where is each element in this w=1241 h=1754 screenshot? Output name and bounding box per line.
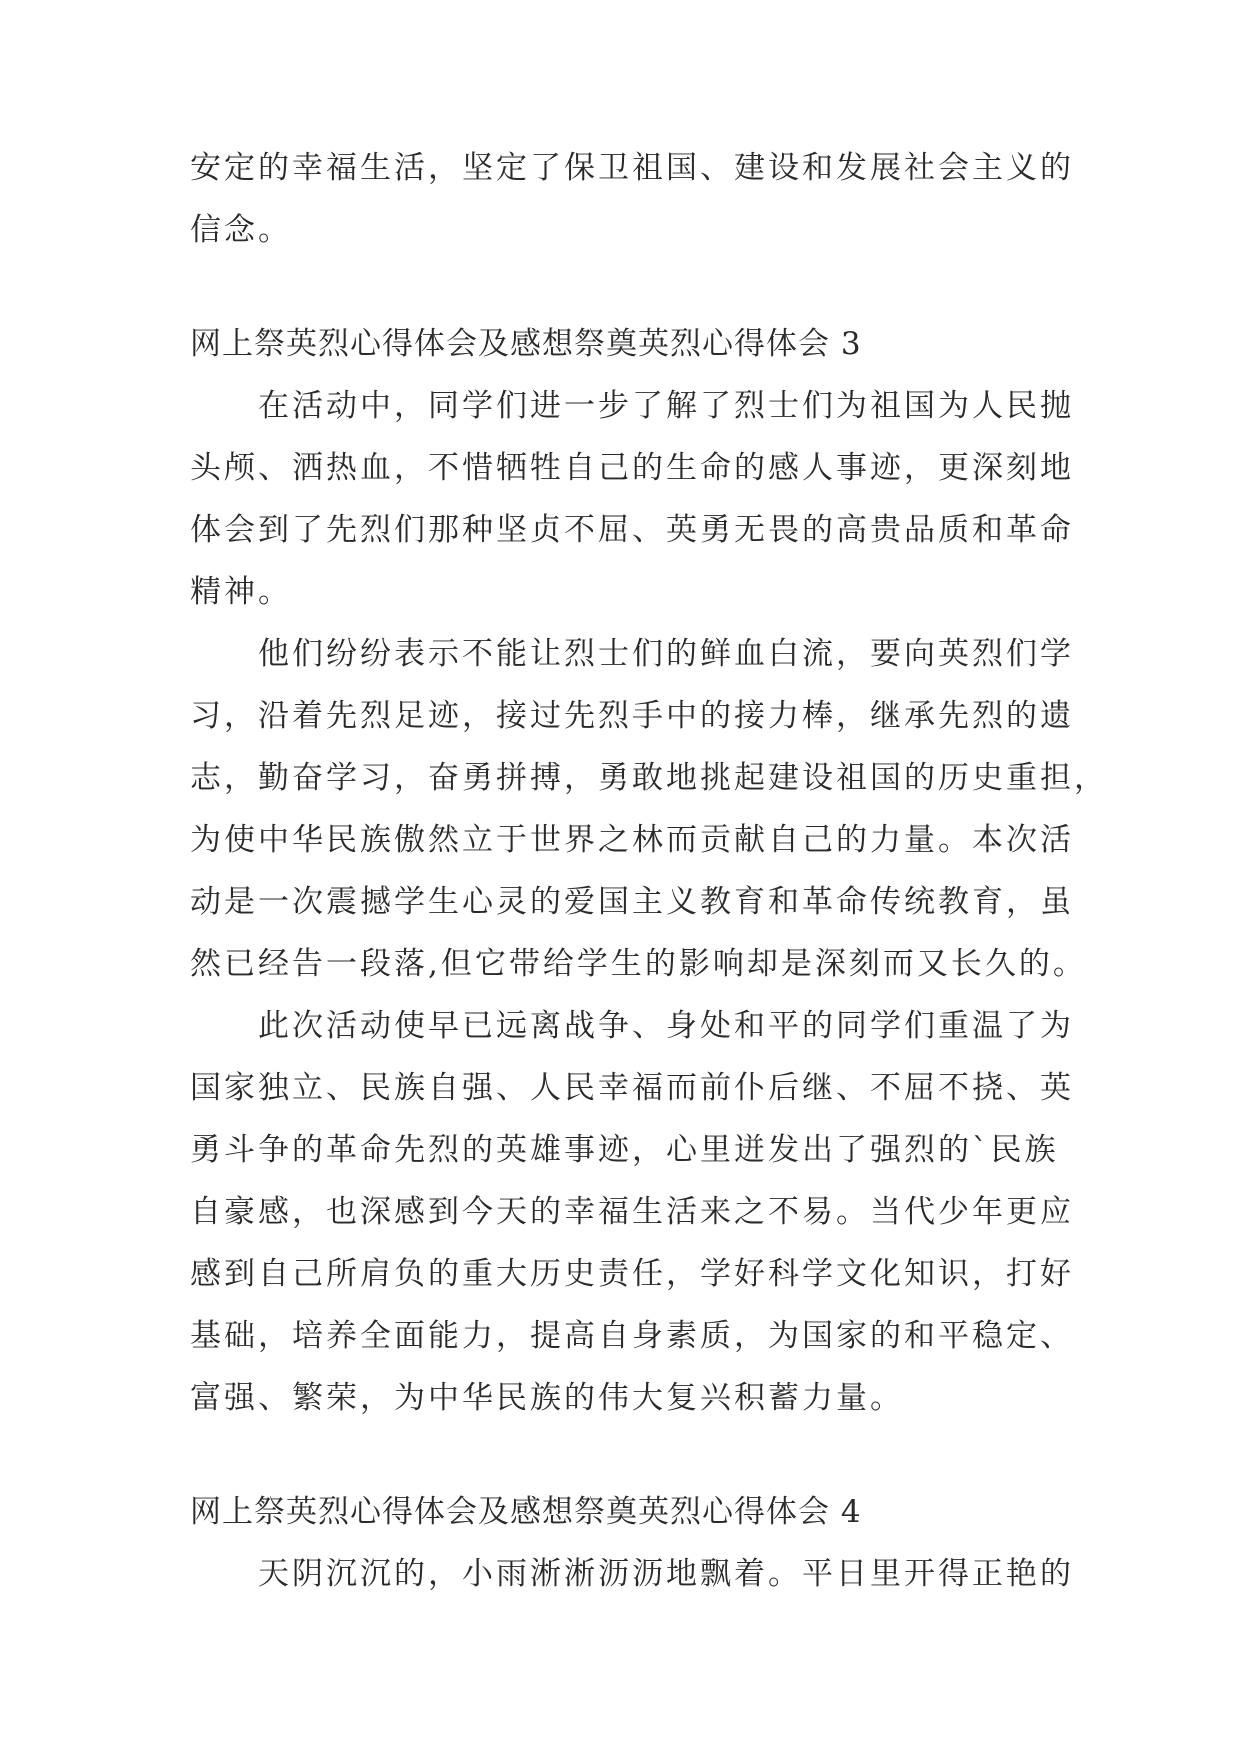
text-line: 动是一次震撼学生心灵的爱国主义教育和革命传统教育，虽	[190, 884, 1074, 920]
text-line: 安定的幸福生活，坚定了保卫祖国、建设和发展社会主义的	[190, 150, 1074, 186]
text-line: 天阴沉沉的，小雨淅淅沥沥地飘着。平日里开得正艳的	[258, 1556, 1074, 1592]
text-line: 在活动中，同学们进一步了解了烈士们为祖国为人民抛	[258, 388, 1074, 424]
text-line: 然已经告一段落,但它带给学生的影响却是深刻而又长久的。	[190, 946, 1087, 982]
text-line: 基础，培养全面能力，提高自身素质，为国家的和平稳定、	[190, 1318, 1074, 1354]
document-body	[190, 137, 1108, 1605]
text-line: 国家独立、民族自强、人民幸福而前仆后继、不屈不挠、英	[190, 1070, 1074, 1106]
text-line: 勇斗争的革命先烈的英雄事迹，心里迸发出了强烈的`民族	[190, 1132, 1059, 1168]
section-title-4: 网上祭英烈心得体会及感想祭奠英烈心得体会 4	[190, 1494, 862, 1530]
text-line: 感到自己所肩负的重大历史责任，学好科学文化知识，打好	[190, 1256, 1074, 1292]
text-line: 自豪感，也深感到今天的幸福生活来之不易。当代少年更应	[190, 1194, 1074, 1230]
text-line: 为使中华民族傲然立于世界之林而贡献自己的力量。本次活	[190, 822, 1074, 858]
section-title-3: 网上祭英烈心得体会及感想祭奠英烈心得体会 3	[190, 326, 862, 362]
text-line: 富强、繁荣，为中华民族的伟大复兴积蓄力量。	[190, 1380, 904, 1416]
text-line: 体会到了先烈们那种坚贞不屈、英勇无畏的高贵品质和革命	[190, 512, 1074, 548]
text-line: 志，勤奋学习，奋勇拼搏，勇敢地挑起建设祖国的历史重担，	[190, 760, 1108, 796]
text-line: 习，沿着先烈足迹，接过先烈手中的接力棒，继承先烈的遗	[190, 698, 1074, 734]
text-line: 信念。	[190, 212, 292, 248]
section-gap	[190, 261, 1060, 313]
text-line: 此次活动使早已远离战争、身处和平的同学们重温了为	[258, 1008, 1074, 1044]
section-gap	[190, 1429, 1060, 1481]
text-line: 他们纷纷表示不能让烈士们的鲜血白流，要向英烈们学	[258, 636, 1074, 672]
text-line: 精神。	[190, 574, 292, 610]
text-line: 头颅、洒热血，不惜牺牲自己的生命的感人事迹，更深刻地	[190, 450, 1074, 486]
